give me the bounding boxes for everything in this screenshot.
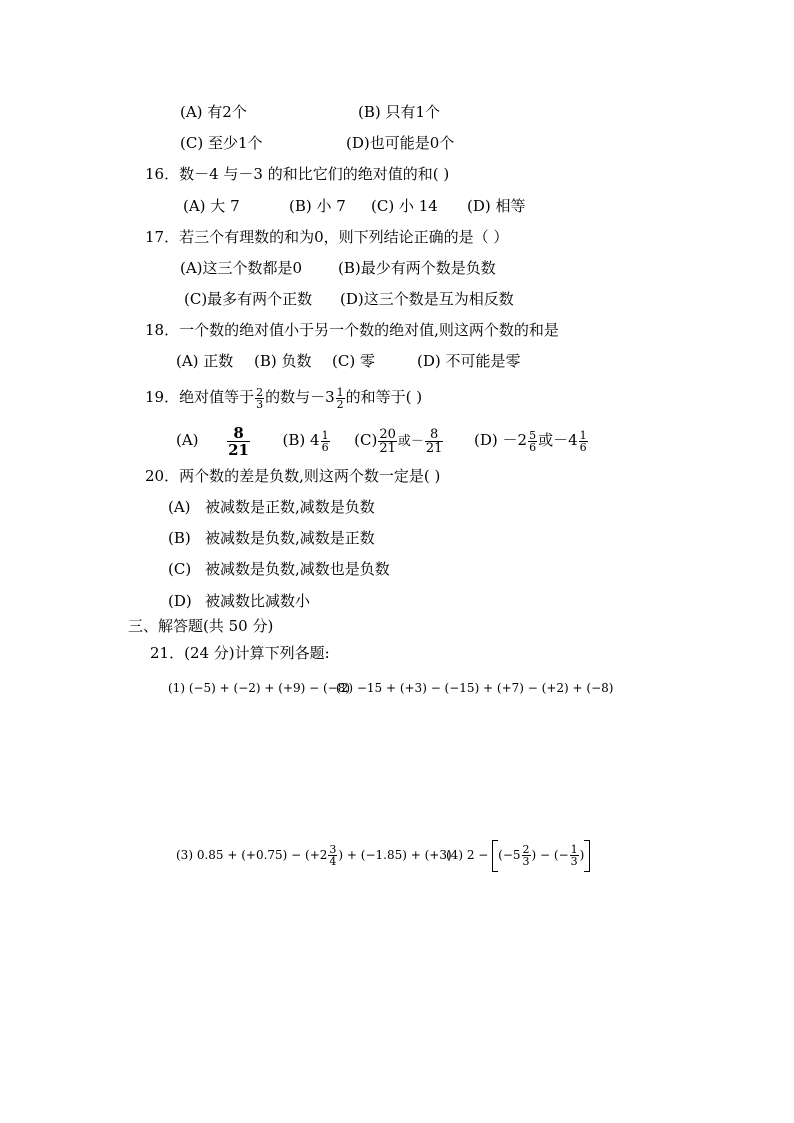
- q21-e4-part-a: (4) 2 −: [446, 848, 489, 862]
- q21-e4-numerator-1: 2: [522, 843, 530, 856]
- q19-option-d-fraction-1: [528, 430, 537, 453]
- q15-option-a: (A) 有2个: [180, 103, 247, 121]
- q18-option-a: (A) 正数: [176, 352, 234, 370]
- q19-option-d-denominator-2: 6: [579, 440, 587, 454]
- q19-option-d-numerator-1: 5: [529, 428, 537, 442]
- q19-option-b-numerator: 1: [321, 428, 329, 442]
- q20-option-c-label: (C): [168, 560, 192, 578]
- q19-f1-denominator: 3: [256, 397, 264, 411]
- q19-option-c-denominator-1: 21: [379, 440, 396, 456]
- q21-e4-part-c: ) − (−: [531, 848, 569, 862]
- q19-f2-denominator: 2: [336, 397, 344, 411]
- q21-e4-denominator-2: 3: [570, 855, 578, 868]
- q18-option-b: (B) 负数: [254, 352, 312, 370]
- q19-f2-numerator: 1: [336, 385, 344, 399]
- q18-option-d: (D) 不可能是零: [417, 352, 521, 370]
- q15-option-c: (C) 至少1个: [180, 134, 263, 152]
- q16-stem: 16．数－4 与－3 的和比它们的绝对值的和( ): [145, 165, 450, 183]
- q19-option-d-numerator-2: 1: [579, 428, 587, 442]
- q20-stem: 20．两个数的差是负数,则这两个数一定是( ): [145, 467, 441, 485]
- q19-option-c-numerator-1: 20: [379, 426, 396, 442]
- q15-option-d: (D)也可能是0个: [346, 134, 455, 152]
- q21-expression-3: [176, 838, 452, 872]
- q21-e3-numerator: 3: [329, 843, 337, 856]
- q19-option-c-fraction-1: [378, 428, 397, 455]
- q19-stem-part-b: 的数与－3: [265, 388, 335, 406]
- q19-option-b-label: (B) 4: [282, 431, 320, 449]
- q19-option-c-fraction-2: [425, 428, 444, 455]
- q20-option-b-label: (B): [168, 529, 191, 547]
- q21-stem: 21．(24 分)计算下列各题:: [150, 644, 330, 662]
- q20-option-a-label: (A): [168, 498, 191, 516]
- q20-option-a: 被减数是正数,减数是负数: [205, 498, 375, 516]
- q19-option-a-label: (A): [176, 431, 199, 449]
- q19-option-a-denominator: 21: [228, 440, 249, 459]
- q19-option-b-fraction: [321, 430, 330, 453]
- q21-expression-2: (2) −15 + (+3) − (−15) + (+7) − (+2) + (−8): [336, 681, 614, 695]
- q19-option-d-denominator-1: 6: [529, 440, 537, 454]
- q19-options: [176, 423, 589, 459]
- q17-option-d: (D)这三个数是互为相反数: [340, 290, 514, 308]
- q20-option-b: 被减数是负数,减数是正数: [205, 529, 375, 547]
- q17-option-a: (A)这三个数都是0: [180, 259, 303, 277]
- q19-fraction-2: [336, 387, 345, 410]
- q21-expression-4: [446, 838, 590, 872]
- q20-option-d: 被减数比减数小: [205, 592, 311, 610]
- q19-option-d-or: 或－4: [538, 431, 578, 449]
- q21-expression-1: (1) (−5) + (−2) + (+9) − (−8): [168, 681, 351, 695]
- q19-stem-part-c: 的和等于( ): [345, 388, 423, 406]
- q19-option-a-fraction: [227, 425, 250, 458]
- right-bracket: [584, 840, 590, 872]
- q19-option-c-label: (C): [354, 431, 378, 449]
- q18-stem: 18．一个数的绝对值小于另一个数的绝对值,则这两个数的和是: [145, 321, 559, 339]
- q19-stem-part-a: 19．绝对值等于: [145, 388, 255, 406]
- q21-e4-fraction-1: [522, 844, 531, 867]
- q19-stem: [145, 380, 422, 414]
- q21-e4-fraction-2: [570, 844, 579, 867]
- q19-option-a-numerator: 8: [227, 425, 250, 442]
- q21-e3-fraction: [328, 844, 337, 867]
- q19-f1-numerator: 2: [256, 385, 264, 399]
- q19-option-c-numerator-2: 8: [425, 428, 444, 442]
- q19-option-d-label: (D) －2: [474, 431, 528, 449]
- q16-option-b: (B) 小 7: [289, 197, 346, 215]
- q21-e4-numerator-2: 1: [570, 843, 578, 856]
- q20-option-c: 被减数是负数,减数也是负数: [205, 560, 390, 578]
- q19-option-d-fraction-2: [579, 430, 588, 453]
- q16-option-d: (D) 相等: [467, 197, 526, 215]
- q19-fraction-1: [255, 387, 264, 410]
- q19-option-c-denominator-2: 21: [425, 440, 443, 456]
- q17-option-c: (C)最多有两个正数: [184, 290, 313, 308]
- q21-e4-part-b: (−5: [498, 848, 521, 862]
- q17-option-b: (B)最少有两个数是负数: [338, 259, 496, 277]
- q18-option-c: (C) 零: [332, 352, 375, 370]
- q19-option-b-denominator: 6: [321, 440, 329, 454]
- q21-e4-part-d: ): [579, 848, 585, 862]
- q19-option-c-or: 或－: [397, 434, 424, 449]
- q20-option-d-label: (D): [168, 592, 192, 610]
- q16-option-c: (C) 小 14: [371, 197, 438, 215]
- q21-e3-part-b: ) + (−1.85) + (+3): [338, 848, 452, 862]
- q21-e3-denominator: 4: [329, 855, 337, 868]
- q15-option-b: (B) 只有1个: [358, 103, 441, 121]
- q21-e3-part-a: (3) 0.85 + (+0.75) − (+2: [176, 848, 328, 862]
- q16-option-a: (A) 大 7: [183, 197, 240, 215]
- q21-e4-denominator-1: 3: [522, 855, 530, 868]
- section-heading: 三、解答题(共 50 分): [128, 617, 274, 635]
- q17-stem: 17．若三个有理数的和为0，则下列结论正确的是（ ）: [145, 228, 509, 246]
